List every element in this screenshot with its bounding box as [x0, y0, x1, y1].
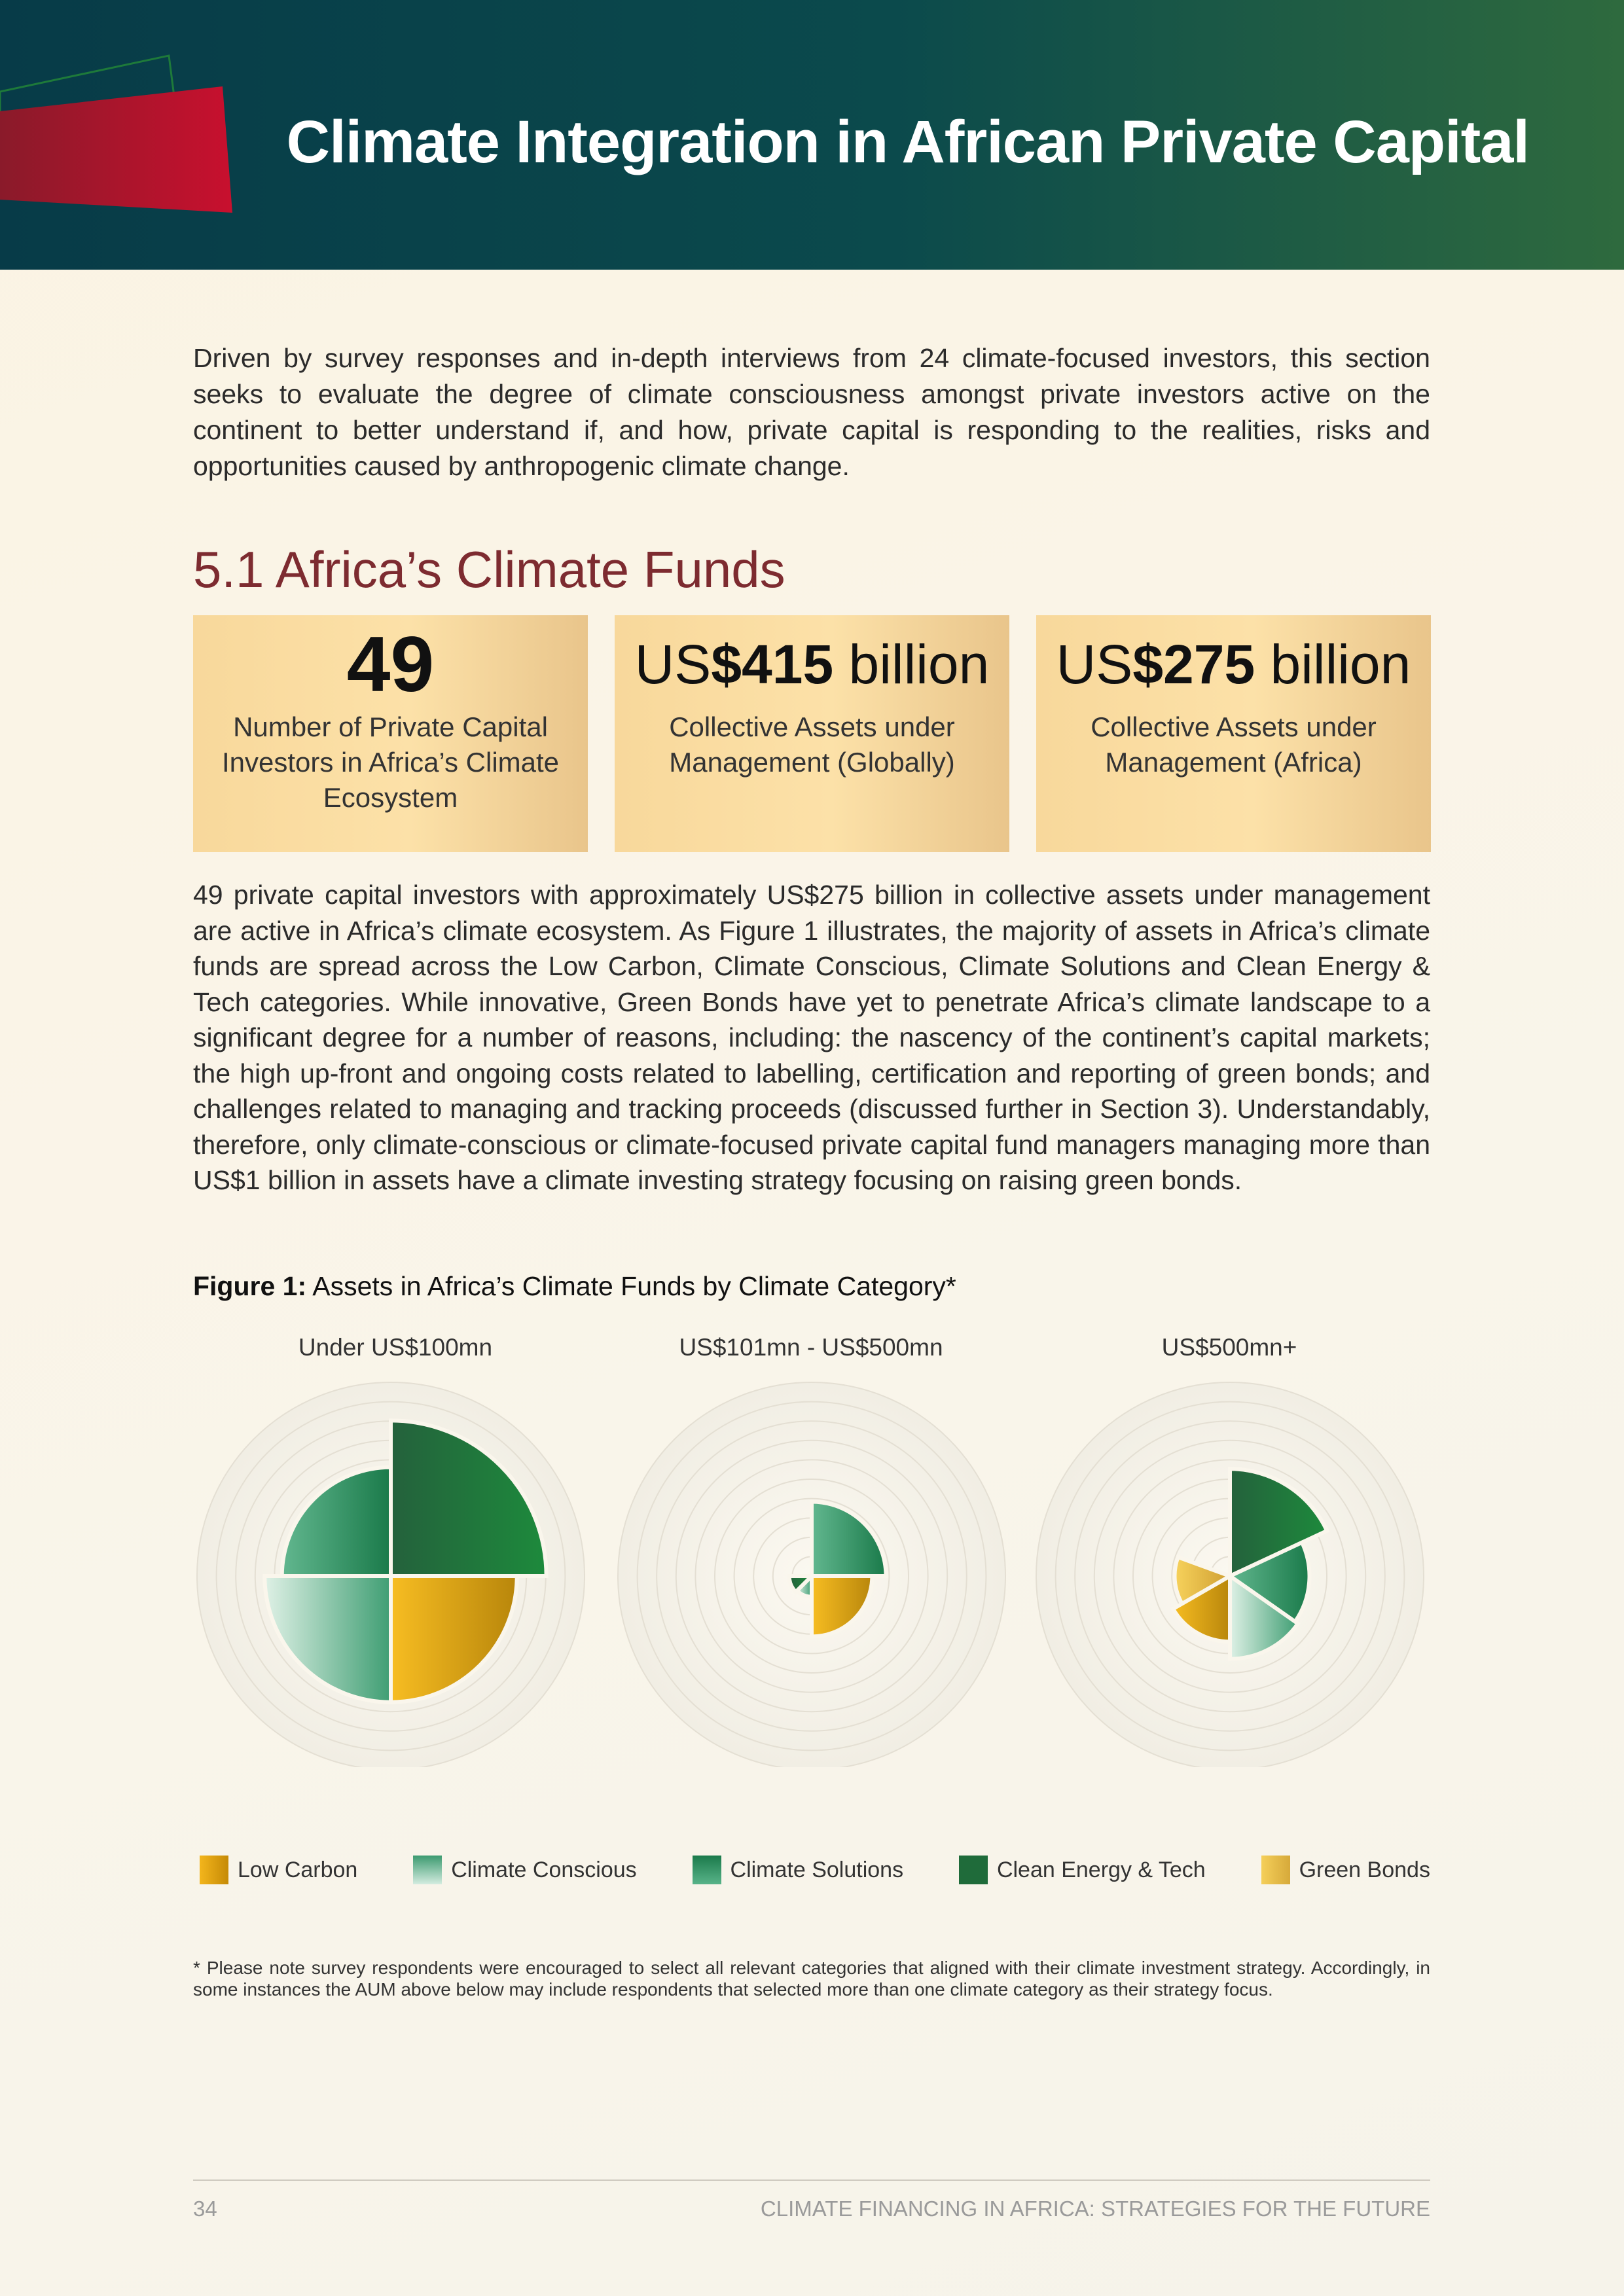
stat-value: [1036, 628, 1431, 700]
page-number: 34: [193, 2197, 217, 2221]
stat-description: Collective Assets under Management (Globally): [669, 711, 955, 778]
legend-label: Green Bonds: [1299, 1857, 1430, 1882]
legend-label: Clean Energy & Tech: [996, 1857, 1206, 1882]
legend-swatch: [200, 1856, 228, 1884]
legend-item-climate-solutions: [693, 1856, 904, 1884]
intro-paragraph: Driven by survey responses and in-depth interviews from 24 climate-focused investors, this section seeks to evaluate the degree of climate consciousness amongst private investors active on the continent to better understand if, and how, private capital is responding to the realities, risks and opportunities caused by anthropogenic climate change.: [193, 343, 1430, 481]
stat-box-investors: [193, 615, 588, 852]
chart-500mn-plus: [1036, 1382, 1424, 1767]
footer-title: CLIMATE FINANCING IN AFRICA: STRATEGIES FOR THE FUTURE: [760, 2197, 1430, 2221]
decorative-red-shape: [0, 52, 249, 229]
legend-label: Low Carbon: [238, 1857, 358, 1882]
legend-item-low-carbon: [200, 1856, 357, 1884]
stat-prefix: US: [634, 634, 712, 695]
figure-title: [193, 1271, 956, 1302]
stat-description: Collective Assets under Management (Africa): [1091, 711, 1377, 778]
legend-swatch: [959, 1856, 988, 1884]
stat-amount: $415: [711, 634, 834, 695]
page-title: Climate Integration in African Private Capital: [286, 109, 1529, 175]
chart-legend: [200, 1854, 1430, 1886]
chart-101-500mn: [618, 1382, 1005, 1767]
stat-description: Number of Private Capital Investors in Africa’s Climate Ecosystem: [221, 711, 560, 813]
figure-caption: Assets in Africa’s Climate Funds by Climate Category*: [306, 1271, 956, 1301]
legend-swatch: [1261, 1856, 1290, 1884]
legend-item-clean-energy-tech: [959, 1856, 1206, 1884]
stat-amount: $275: [1132, 634, 1255, 695]
legend-label: Climate Solutions: [730, 1857, 904, 1882]
legend-item-green-bonds: [1261, 1856, 1430, 1884]
body-paragraph: 49 private capital investors with approximately US$275 billion in collective assets under management are active in Africa’s climate ecosystem. As Figure 1 illustrates, the majority of assets in Africa’s climate funds are spread across the Low Carbon, Climate Conscious, Climate Solutions and Clean Energy & Tech categories. While innovative, Green Bonds have yet to penetrate Africa’s climate landscape to a significant degree for a number of reasons, including: the nascency of the continent’s capital markets; the high up-front and ongoing costs related to labelling, certification and reporting of green bonds; and challenges related to managing and tracking proceeds (discussed further in Section 3). Understandably, therefore, only climate-conscious or climate-focused private capital fund managers managing more than US$1 billion in assets have a climate investing strategy focusing on raising green bonds.: [193, 880, 1430, 1195]
polar-area-charts: [0, 1361, 1624, 1767]
chart-under-100mn: [197, 1382, 585, 1767]
section-title: 5.1 Africa’s Climate Funds: [193, 541, 785, 598]
header-banner: [0, 0, 1624, 270]
stat-suffix: billion: [833, 634, 990, 695]
stat-value: 49: [346, 620, 435, 708]
chart-title-500mn-plus: US$500mn+: [1161, 1334, 1297, 1361]
legend-swatch: [413, 1856, 442, 1884]
chart-title-under-100mn: Under US$100mn: [298, 1334, 493, 1361]
footnote: * Please note survey respondents were encouraged to select all relevant categories that aligned with their climate investment strategy. Accordingly, in some instances the AUM above below may include respondents that selected more than one climate category as their strategy focus.: [193, 1958, 1430, 2000]
stat-value: [615, 628, 1009, 700]
footer-divider: [193, 2179, 1430, 2181]
legend-item-climate-conscious: [413, 1856, 636, 1884]
chart-title-101-500mn: US$101mn - US$500mn: [679, 1334, 943, 1361]
figure-label: Figure 1:: [193, 1271, 307, 1301]
stat-suffix: billion: [1255, 634, 1411, 695]
stat-box-aum-africa: [1036, 615, 1431, 852]
legend-swatch: [693, 1856, 721, 1884]
stat-prefix: US: [1056, 634, 1133, 695]
legend-label: Climate Conscious: [451, 1857, 637, 1882]
stat-box-aum-global: [615, 615, 1009, 852]
